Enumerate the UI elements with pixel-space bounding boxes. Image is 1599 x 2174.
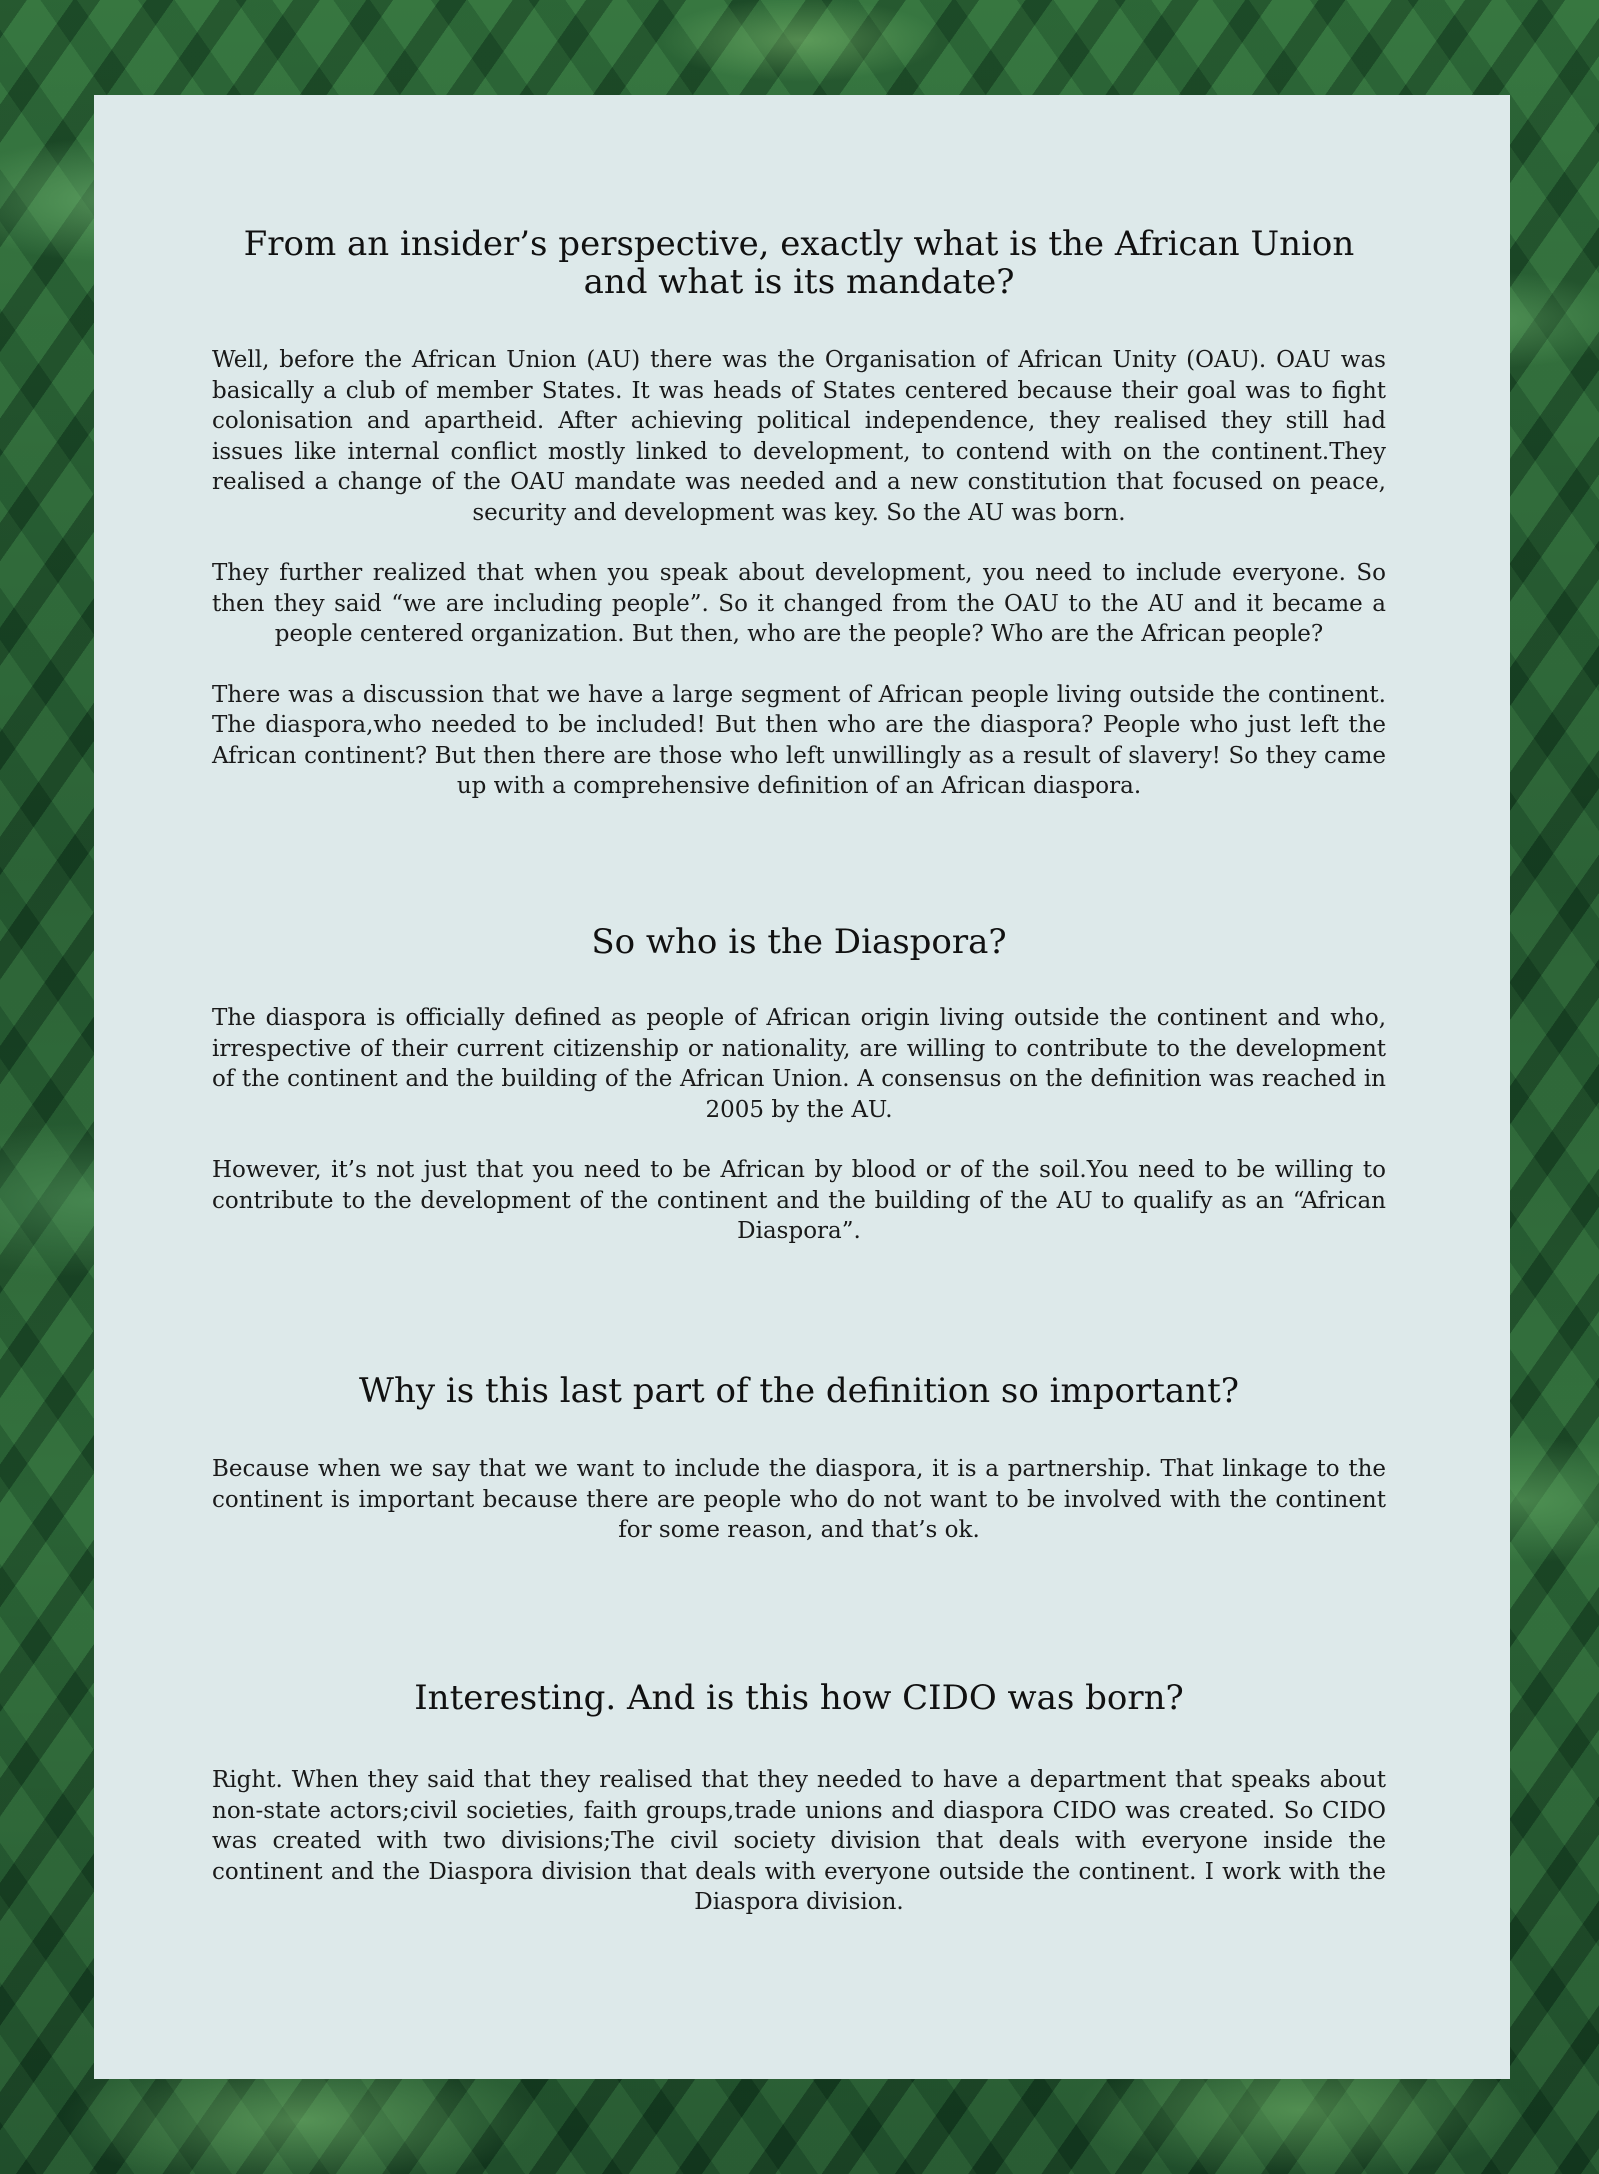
section-cido — [212, 1679, 1386, 1918]
heading-au-mandate: From an insider’s perspective, exactly what is the African Union and what is its mandate? — [243, 224, 1355, 302]
section-au-mandate — [212, 225, 1386, 802]
section-definition-importance — [212, 1372, 1386, 1546]
heading-cido: Interesting. And is this how CIDO was born? — [414, 1678, 1184, 1718]
paragraph: The diaspora is officially defined as people of African origin living outside the continent and who, irrespective of their current citizenship or nationality, are willing to contribute to the development of the continent and the building of the African Union. A consensus on the definition was reached in 2005 by the AU. — [212, 1005, 1386, 1123]
heading-definition-importance: Why is this last part of the definition so important? — [359, 1371, 1239, 1411]
paragraph: Because when we say that we want to include the diaspora, it is a partnership. That linkage to the continent is important because there are people who do not want to be involved with the continent for some reason, and that’s ok. — [212, 1456, 1386, 1543]
heading-diaspora: So who is the Diaspora? — [591, 922, 1007, 962]
paragraph: Well, before the African Union (AU) there was the Organisation of African Unity (OAU). OAU was basically a club of member States. It was heads of States centered because their goal was to fight colonisation and apartheid. After achieving political independence, they realised they still had issues like internal conflict mostly linked to development, to contend with on the continent.They realised a change of the OAU mandate was needed and a new constitution that focused on peace, security and development was key. So the AU was born. — [212, 347, 1386, 526]
paragraph: They further realized that when you speak about development, you need to include everyone. So then they said “we are including people”. So it changed from the OAU to the AU and it became a people centered organization. But then, who are the people? Who are the African people? — [212, 560, 1386, 647]
paragraph: Right. When they said that they realised that they needed to have a department that speaks about non-state actors;civil societies, faith groups,trade unions and diaspora CIDO was created. So CIDO was created with two divisions;The civil society division that deals with everyone inside the continent and the Diaspora division that deals with everyone outside the continent. I work with the Diaspora division. — [212, 1767, 1386, 1915]
paragraph: There was a discussion that we have a large segment of African people living outside the continent. The diaspora,who needed to be included! But then who are the diaspora? People who just left the African continent? But then there are those who left unwillingly as a result of slavery! So they came up with a comprehensive definition of an African diaspora. — [212, 681, 1386, 799]
content-panel — [94, 95, 1510, 2079]
paragraph: However, it’s not just that you need to be African by blood or of the soil.You need to be willing to contribute to the development of the continent and the building of the AU to qualify as an “African Diaspora”. — [212, 1157, 1386, 1244]
section-diaspora — [212, 923, 1386, 1247]
